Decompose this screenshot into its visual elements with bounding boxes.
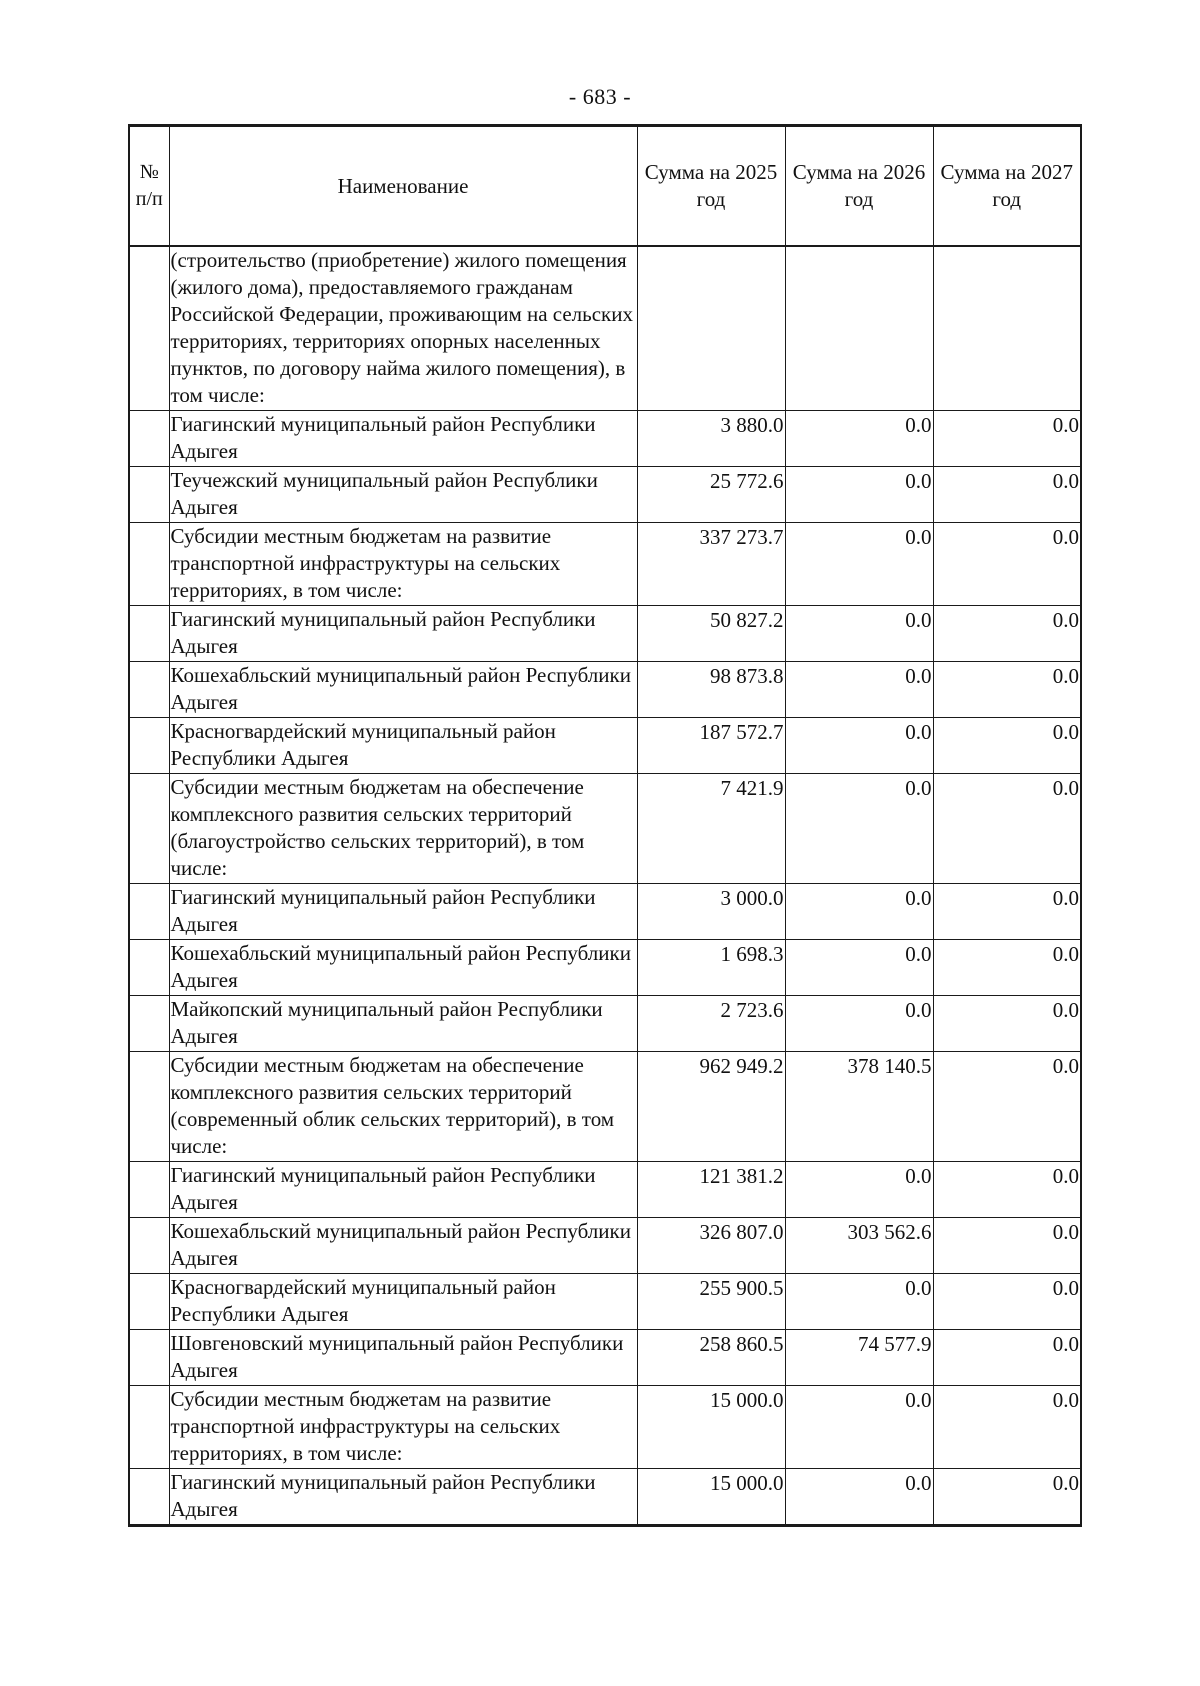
row-sum-2027-cell: 0.0: [933, 1469, 1081, 1526]
header-sum-2026: Сумма на 2026 год: [785, 126, 933, 247]
table-row: [129, 718, 1081, 774]
row-sum-2026-cell: 0.0: [785, 718, 933, 774]
table-row: [129, 774, 1081, 884]
row-name-cell: Субсидии местным бюджетам на развитие транспортной инфраструктуры на сельских территориях, в том числе:: [169, 1386, 637, 1469]
row-sum-2027-cell: 0.0: [933, 467, 1081, 523]
row-number-cell: [129, 774, 169, 884]
table-row: [129, 246, 1081, 411]
row-sum-2025-cell: 258 860.5: [637, 1330, 785, 1386]
table-row: [129, 1386, 1081, 1469]
header-sum-2025: Сумма на 2025 год: [637, 126, 785, 247]
row-sum-2025-cell: 962 949.2: [637, 1052, 785, 1162]
page-number: - 683 -: [568, 84, 632, 109]
row-number-cell: [129, 1218, 169, 1274]
row-sum-2027-cell: 0.0: [933, 774, 1081, 884]
table-body: [129, 246, 1081, 1526]
row-sum-2027-cell: 0.0: [933, 1386, 1081, 1469]
header-number: № п/п: [129, 126, 169, 247]
row-number-cell: [129, 662, 169, 718]
table-row: [129, 523, 1081, 606]
row-sum-2025-cell: 25 772.6: [637, 467, 785, 523]
row-sum-2025-cell: 3 880.0: [637, 411, 785, 467]
row-number-cell: [129, 411, 169, 467]
row-number-cell: [129, 1162, 169, 1218]
row-name-cell: Субсидии местным бюджетам на развитие транспортной инфраструктуры на сельских территориях, в том числе:: [169, 523, 637, 606]
row-name-cell: Майкопский муниципальный район Республики Адыгея: [169, 996, 637, 1052]
row-sum-2027-cell: 0.0: [933, 1330, 1081, 1386]
row-sum-2026-cell: 0.0: [785, 1162, 933, 1218]
row-sum-2026-cell: 74 577.9: [785, 1330, 933, 1386]
row-sum-2027-cell: 0.0: [933, 884, 1081, 940]
row-number-cell: [129, 1469, 169, 1526]
row-number-cell: [129, 996, 169, 1052]
row-name-cell: Гиагинский муниципальный район Республики Адыгея: [169, 411, 637, 467]
row-number-cell: [129, 1386, 169, 1469]
row-name-cell: (строительство (приобретение) жилого помещения (жилого дома), предоставляемого гражданам Российской Федерации, проживающим на сельских территориях, территориях опорных населенных пунктов, по договору найма жилого помещения), в том числе:: [169, 246, 637, 411]
table-row: [129, 1330, 1081, 1386]
row-number-cell: [129, 523, 169, 606]
table-row: [129, 662, 1081, 718]
table-row: [129, 1469, 1081, 1526]
row-sum-2025-cell: 187 572.7: [637, 718, 785, 774]
row-sum-2026-cell: 0.0: [785, 996, 933, 1052]
table-row: [129, 1274, 1081, 1330]
row-sum-2025-cell: 121 381.2: [637, 1162, 785, 1218]
row-sum-2027-cell: 0.0: [933, 718, 1081, 774]
row-sum-2025-cell: 15 000.0: [637, 1386, 785, 1469]
row-sum-2026-cell: 0.0: [785, 411, 933, 467]
row-sum-2027-cell: 0.0: [933, 1218, 1081, 1274]
table-row: [129, 996, 1081, 1052]
row-sum-2026-cell: 0.0: [785, 940, 933, 996]
row-name-cell: Кошехабльский муниципальный район Республики Адыгея: [169, 1218, 637, 1274]
table-row: [129, 1218, 1081, 1274]
row-sum-2025-cell: 7 421.9: [637, 774, 785, 884]
row-number-cell: [129, 1052, 169, 1162]
row-name-cell: Гиагинский муниципальный район Республики Адыгея: [169, 884, 637, 940]
row-sum-2025-cell: 15 000.0: [637, 1469, 785, 1526]
row-sum-2027-cell: 0.0: [933, 606, 1081, 662]
table-row: [129, 1052, 1081, 1162]
row-sum-2026-cell: 0.0: [785, 884, 933, 940]
row-sum-2025-cell: [637, 246, 785, 411]
row-sum-2026-cell: 0.0: [785, 774, 933, 884]
row-name-cell: Гиагинский муниципальный район Республики Адыгея: [169, 606, 637, 662]
row-number-cell: [129, 606, 169, 662]
row-sum-2027-cell: 0.0: [933, 1052, 1081, 1162]
row-sum-2025-cell: 2 723.6: [637, 996, 785, 1052]
row-name-cell: Субсидии местным бюджетам на обеспечение комплексного развития сельских территорий (современный облик сельских территорий), в том числе:: [169, 1052, 637, 1162]
row-name-cell: Гиагинский муниципальный район Республики Адыгея: [169, 1162, 637, 1218]
row-name-cell: Шовгеновский муниципальный район Республики Адыгея: [169, 1330, 637, 1386]
row-name-cell: Субсидии местным бюджетам на обеспечение комплексного развития сельских территорий (благоустройство сельских территорий), в том числе:: [169, 774, 637, 884]
row-sum-2025-cell: 3 000.0: [637, 884, 785, 940]
row-sum-2026-cell: 0.0: [785, 662, 933, 718]
header-name: Наименование: [169, 126, 637, 247]
row-sum-2025-cell: 255 900.5: [637, 1274, 785, 1330]
row-name-cell: Кошехабльский муниципальный район Республики Адыгея: [169, 940, 637, 996]
row-number-cell: [129, 718, 169, 774]
header-sum-2027: Сумма на 2027 год: [933, 126, 1081, 247]
row-name-cell: Красногвардейский муниципальный район Республики Адыгея: [169, 718, 637, 774]
row-number-cell: [129, 467, 169, 523]
row-name-cell: Красногвардейский муниципальный район Республики Адыгея: [169, 1274, 637, 1330]
row-sum-2026-cell: 0.0: [785, 467, 933, 523]
row-sum-2027-cell: 0.0: [933, 662, 1081, 718]
row-name-cell: Кошехабльский муниципальный район Республики Адыгея: [169, 662, 637, 718]
row-sum-2026-cell: 0.0: [785, 1386, 933, 1469]
row-number-cell: [129, 940, 169, 996]
row-sum-2025-cell: 1 698.3: [637, 940, 785, 996]
budget-table: [128, 124, 1082, 1527]
row-sum-2025-cell: 98 873.8: [637, 662, 785, 718]
row-sum-2025-cell: 337 273.7: [637, 523, 785, 606]
row-name-cell: Гиагинский муниципальный район Республики Адыгея: [169, 1469, 637, 1526]
table-row: [129, 884, 1081, 940]
table-row: [129, 1162, 1081, 1218]
row-sum-2026-cell: 0.0: [785, 1469, 933, 1526]
row-number-cell: [129, 884, 169, 940]
row-sum-2026-cell: 378 140.5: [785, 1052, 933, 1162]
table-row: [129, 411, 1081, 467]
table-row: [129, 940, 1081, 996]
row-number-cell: [129, 1330, 169, 1386]
row-name-cell: Теучежский муниципальный район Республики Адыгея: [169, 467, 637, 523]
row-number-cell: [129, 246, 169, 411]
row-sum-2027-cell: 0.0: [933, 1162, 1081, 1218]
row-sum-2027-cell: 0.0: [933, 523, 1081, 606]
row-sum-2026-cell: 0.0: [785, 1274, 933, 1330]
row-sum-2027-cell: 0.0: [933, 1274, 1081, 1330]
row-sum-2027-cell: 0.0: [933, 940, 1081, 996]
row-sum-2026-cell: 0.0: [785, 523, 933, 606]
row-sum-2027-cell: 0.0: [933, 996, 1081, 1052]
table-row: [129, 467, 1081, 523]
row-number-cell: [129, 1274, 169, 1330]
row-sum-2026-cell: 303 562.6: [785, 1218, 933, 1274]
table-row: [129, 606, 1081, 662]
row-sum-2026-cell: [785, 246, 933, 411]
row-sum-2027-cell: 0.0: [933, 411, 1081, 467]
row-sum-2026-cell: 0.0: [785, 606, 933, 662]
row-sum-2025-cell: 326 807.0: [637, 1218, 785, 1274]
table-header-row: [129, 126, 1081, 247]
row-sum-2027-cell: [933, 246, 1081, 411]
row-sum-2025-cell: 50 827.2: [637, 606, 785, 662]
